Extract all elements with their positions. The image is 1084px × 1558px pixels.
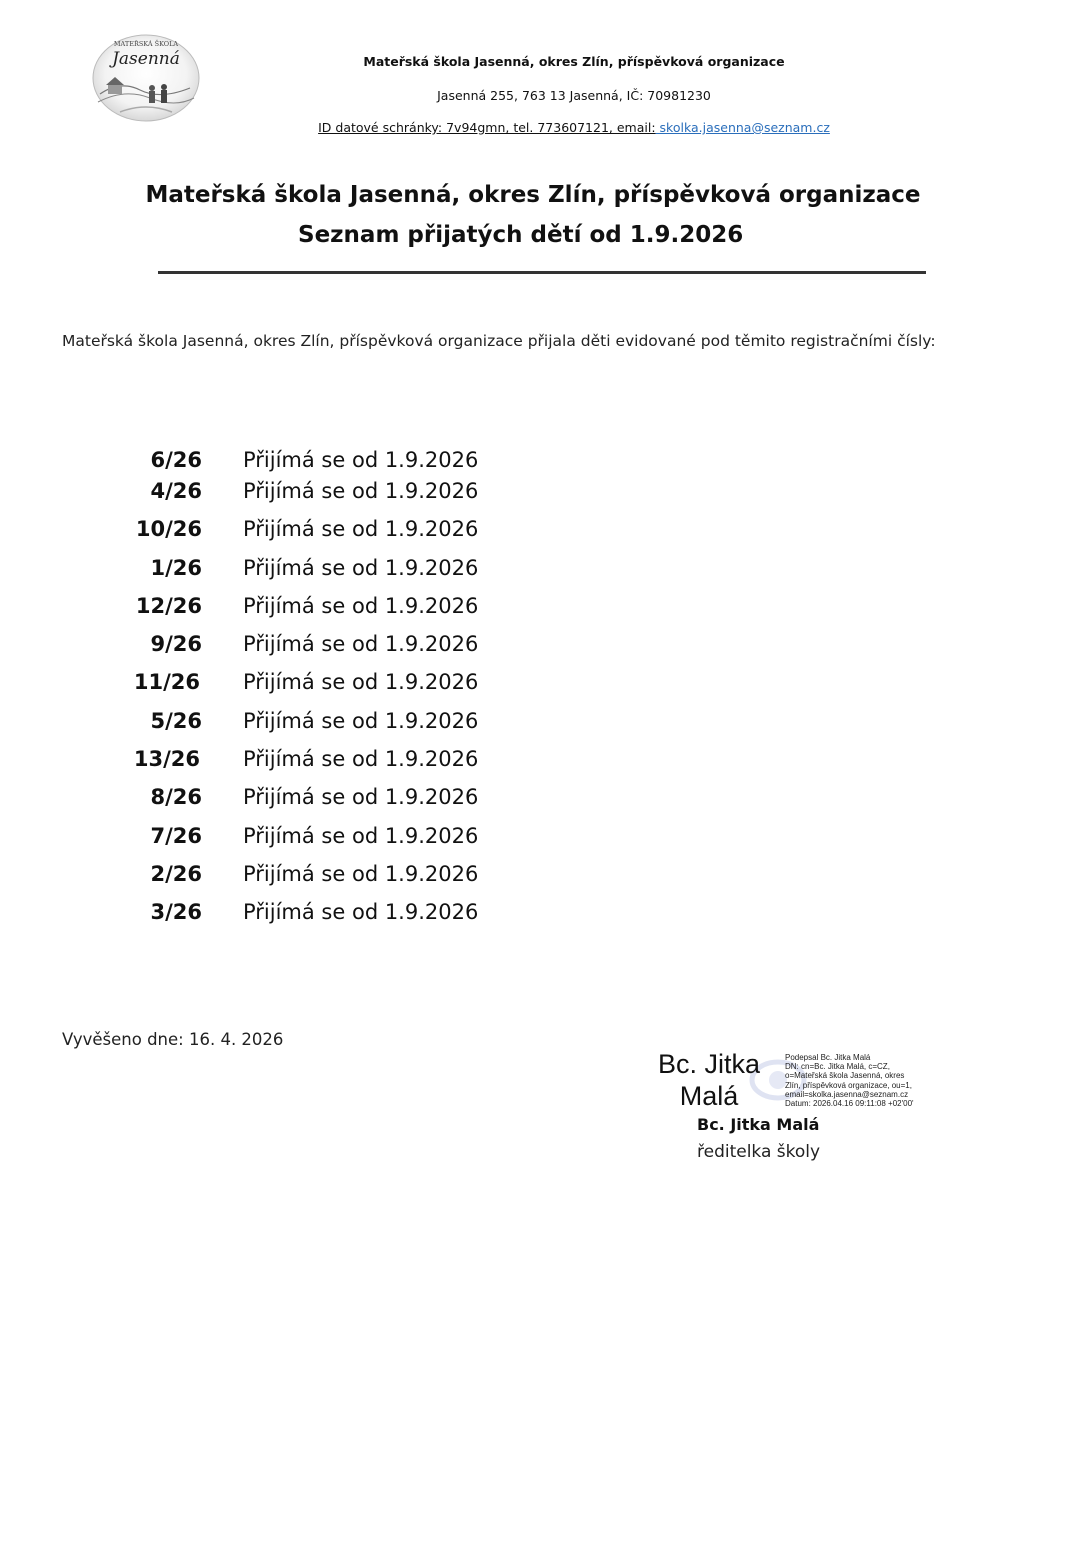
header-contact-details: ID datové schránky: 7v94gmn, tel. 773607121, email: xyxy=(318,120,656,135)
admission-status: Přijímá se od 1.9.2026 xyxy=(243,632,479,656)
registration-number: 2/26 xyxy=(150,862,202,886)
list-item xyxy=(0,862,600,898)
admission-status: Přijímá se od 1.9.2026 xyxy=(243,747,479,771)
header-address: Jasenná 255, 763 13 Jasenná, IČ: 70981230 xyxy=(437,88,711,103)
list-item xyxy=(0,824,600,860)
registration-number: 8/26 xyxy=(150,785,202,809)
list-item xyxy=(0,709,600,745)
registration-number: 4/26 xyxy=(150,479,202,503)
registration-number: 7/26 xyxy=(150,824,202,848)
list-item xyxy=(0,747,600,783)
signature-detail-line: Podepsal Bc. Jitka Malá xyxy=(785,1053,871,1062)
admission-status: Přijímá se od 1.9.2026 xyxy=(243,556,479,580)
title-divider xyxy=(158,271,926,274)
list-item xyxy=(0,556,600,592)
list-item xyxy=(0,479,600,515)
signature-detail-line: Datum: 2026.04.16 09:11:08 +02'00' xyxy=(785,1099,914,1109)
registration-number: 1/26 xyxy=(150,556,202,580)
signature-name-line1: Bc. Jitka xyxy=(657,1049,761,1079)
admission-status: Přijímá se od 1.9.2026 xyxy=(243,448,479,472)
list-item xyxy=(0,670,600,706)
registration-number: 12/26 xyxy=(135,594,202,618)
header-organization: Mateřská škola Jasenná, okres Zlín, příspěvková organizace xyxy=(363,54,785,69)
admission-status: Přijímá se od 1.9.2026 xyxy=(243,824,479,848)
signature-detail-line: Zlín, příspěvková organizace, ou=1, xyxy=(785,1080,912,1090)
registration-number: 10/26 xyxy=(135,517,202,541)
registration-number: 9/26 xyxy=(150,632,202,656)
admission-status: Přijímá se od 1.9.2026 xyxy=(243,594,479,618)
registration-number: 5/26 xyxy=(150,709,202,733)
svg-text:MATEŘSKÁ ŠKOLA: MATEŘSKÁ ŠKOLA xyxy=(113,40,179,48)
registration-number: 11/26 xyxy=(133,670,200,694)
admission-status: Přijímá se od 1.9.2026 xyxy=(243,900,479,924)
registration-number: 6/26 xyxy=(150,448,202,472)
signature-detail-line: email=skolka.jasenna@seznam.cz xyxy=(785,1089,909,1099)
signature-details xyxy=(785,1053,925,1108)
document-subtitle: Seznam přijatých dětí od 1.9.2026 xyxy=(298,222,744,248)
registration-number: 3/26 xyxy=(150,900,202,924)
signature-detail-line: DN: cn=Bc. Jitka Malá, c=CZ, xyxy=(785,1062,890,1072)
list-item xyxy=(0,900,600,936)
signature-name-line2: Malá xyxy=(679,1081,739,1111)
admission-status: Přijímá se od 1.9.2026 xyxy=(243,862,479,886)
admission-status: Přijímá se od 1.9.2026 xyxy=(243,517,479,541)
list-item xyxy=(0,785,600,821)
director-role: ředitelka školy xyxy=(697,1142,821,1162)
intro-text: Mateřská škola Jasenná, okres Zlín, příspěvková organizace přijala děti evidované pod těmito registračními čísly: xyxy=(62,332,936,350)
admission-status: Přijímá se od 1.9.2026 xyxy=(243,479,479,503)
school-logo xyxy=(90,32,202,124)
registration-number: 13/26 xyxy=(133,747,200,771)
svg-text:Jasenná: Jasenná xyxy=(112,49,180,69)
admission-status: Přijímá se od 1.9.2026 xyxy=(243,709,479,733)
signature-detail-line: o=Mateřská škola Jasenná, okres xyxy=(785,1071,905,1081)
admission-status: Přijímá se od 1.9.2026 xyxy=(243,670,479,694)
list-item xyxy=(0,632,600,668)
posted-date: Vyvěšeno dne: 16. 4. 2026 xyxy=(62,1030,284,1049)
admission-status: Přijímá se od 1.9.2026 xyxy=(243,785,479,809)
document-title: Mateřská škola Jasenná, okres Zlín, příspěvková organizace xyxy=(145,182,921,208)
list-item xyxy=(0,517,600,553)
email-link[interactable]: skolka.jasenna@seznam.cz xyxy=(655,120,830,135)
list-item xyxy=(0,594,600,630)
director-name: Bc. Jitka Malá xyxy=(697,1115,820,1134)
digital-signature-name xyxy=(650,1048,768,1112)
header-contact xyxy=(32,120,1084,135)
